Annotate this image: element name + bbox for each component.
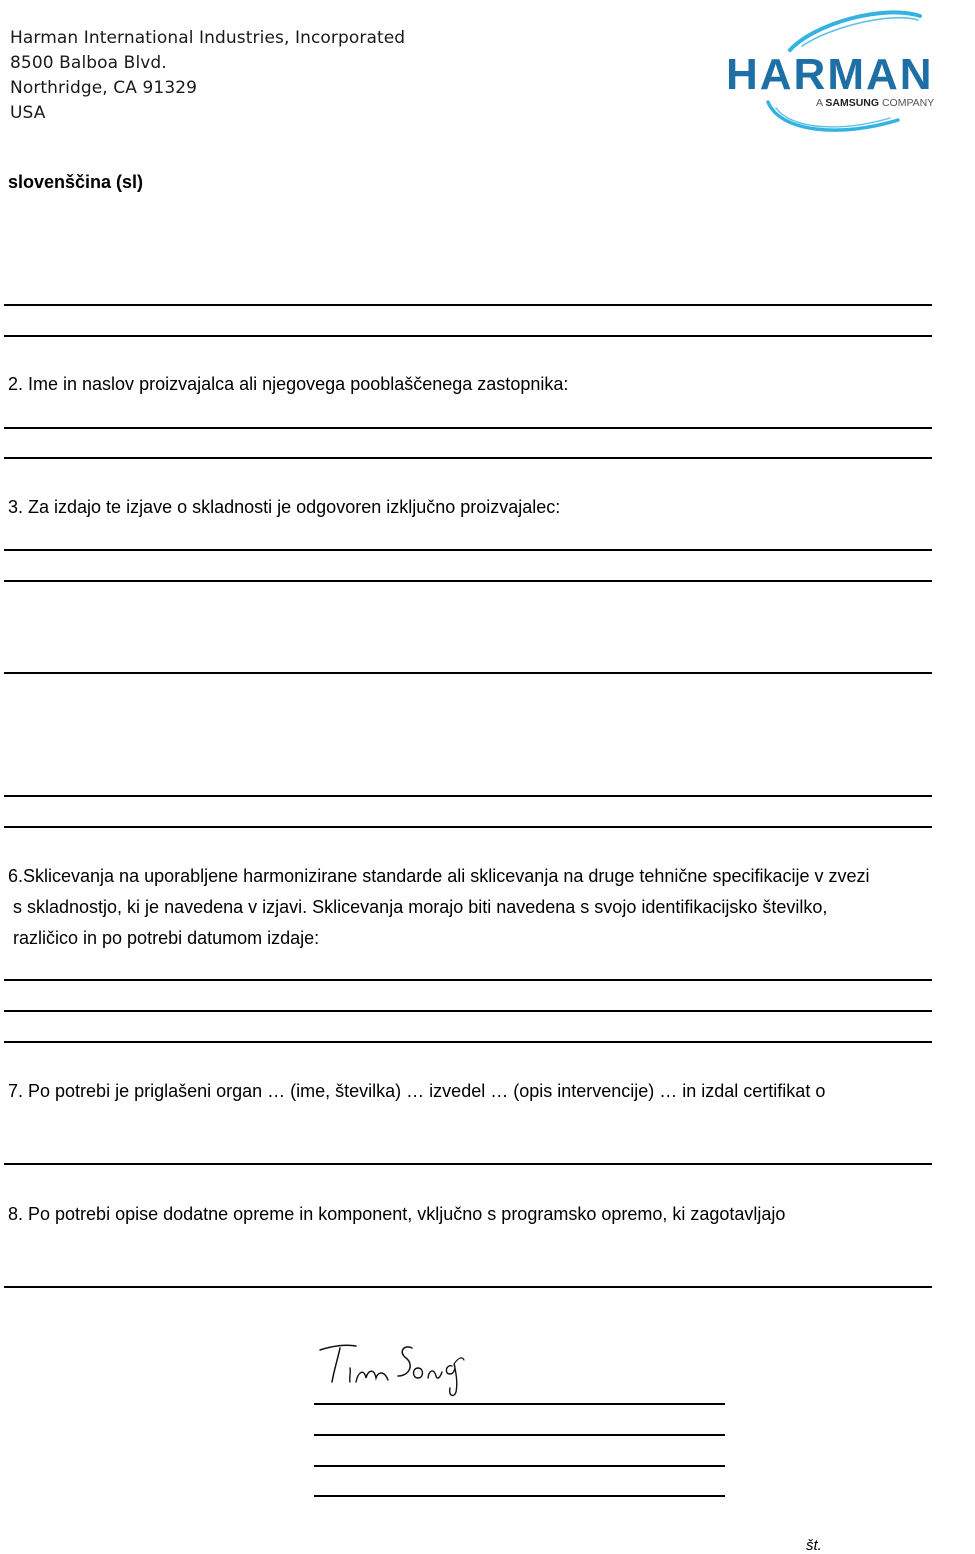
fill-line [4, 1286, 932, 1288]
fill-line [4, 795, 932, 797]
fill-line [4, 549, 932, 551]
fill-line [314, 1495, 725, 1497]
fill-line [4, 1041, 932, 1043]
fill-line [4, 826, 932, 828]
fill-line [4, 979, 932, 981]
logo-wordmark: HARMAN [726, 50, 934, 99]
fill-line [314, 1434, 725, 1436]
item-6-text-line1: 6.Sklicevanja na uporabljene harmonizirane standarde ali sklicevanja na druge tehnične specifikacije v zvezi [8, 866, 870, 886]
fill-line [4, 1010, 932, 1012]
logo-tagline: A SAMSUNG COMPANY [816, 97, 935, 109]
handwritten-signature [318, 1338, 468, 1400]
signature-line [314, 1403, 725, 1405]
fill-line [4, 580, 932, 582]
item-7-text: 7. Po potrebi je priglašeni organ … (ime, številka) … izvedel … (opis intervencije) … in izdal certifikat o [8, 1081, 826, 1101]
fill-line [314, 1465, 725, 1467]
fill-line [4, 672, 932, 674]
item-8-text: 8. Po potrebi opise dodatne opreme in komponent, vključno s programsko opremo, ki zagotavljajo [8, 1204, 786, 1224]
fill-line [4, 427, 932, 429]
language-heading: slovenščina (sl) [8, 172, 144, 192]
manufacturer-address [10, 26, 405, 126]
item-6-text-line3: različico in po potrebi datumom izdaje: [13, 928, 320, 948]
fill-line [4, 335, 932, 337]
address-line-street: 8500 Balboa Blvd. [10, 53, 167, 73]
item-3-text: 3. Za izdajo te izjave o skladnosti je odgovoren izključno proizvajalec: [8, 497, 561, 517]
address-line-country: USA [10, 103, 46, 123]
fill-line [4, 457, 932, 459]
footer-number-marker: št. [806, 1537, 822, 1554]
fill-line [4, 1163, 932, 1165]
fill-line [4, 304, 932, 306]
item-2-text: 2. Ime in naslov proizvajalca ali njegovega pooblaščenega zastopnika: [8, 374, 569, 394]
address-line-city: Northridge, CA 91329 [10, 78, 198, 98]
harman-logo [722, 6, 972, 136]
item-6-text-line2: s skladnostjo, ki je navedena v izjavi. Sklicevanja morajo biti navedena s svojo identifikacijsko številko, [13, 897, 828, 917]
address-line-company: Harman International Industries, Incorporated [10, 28, 406, 48]
